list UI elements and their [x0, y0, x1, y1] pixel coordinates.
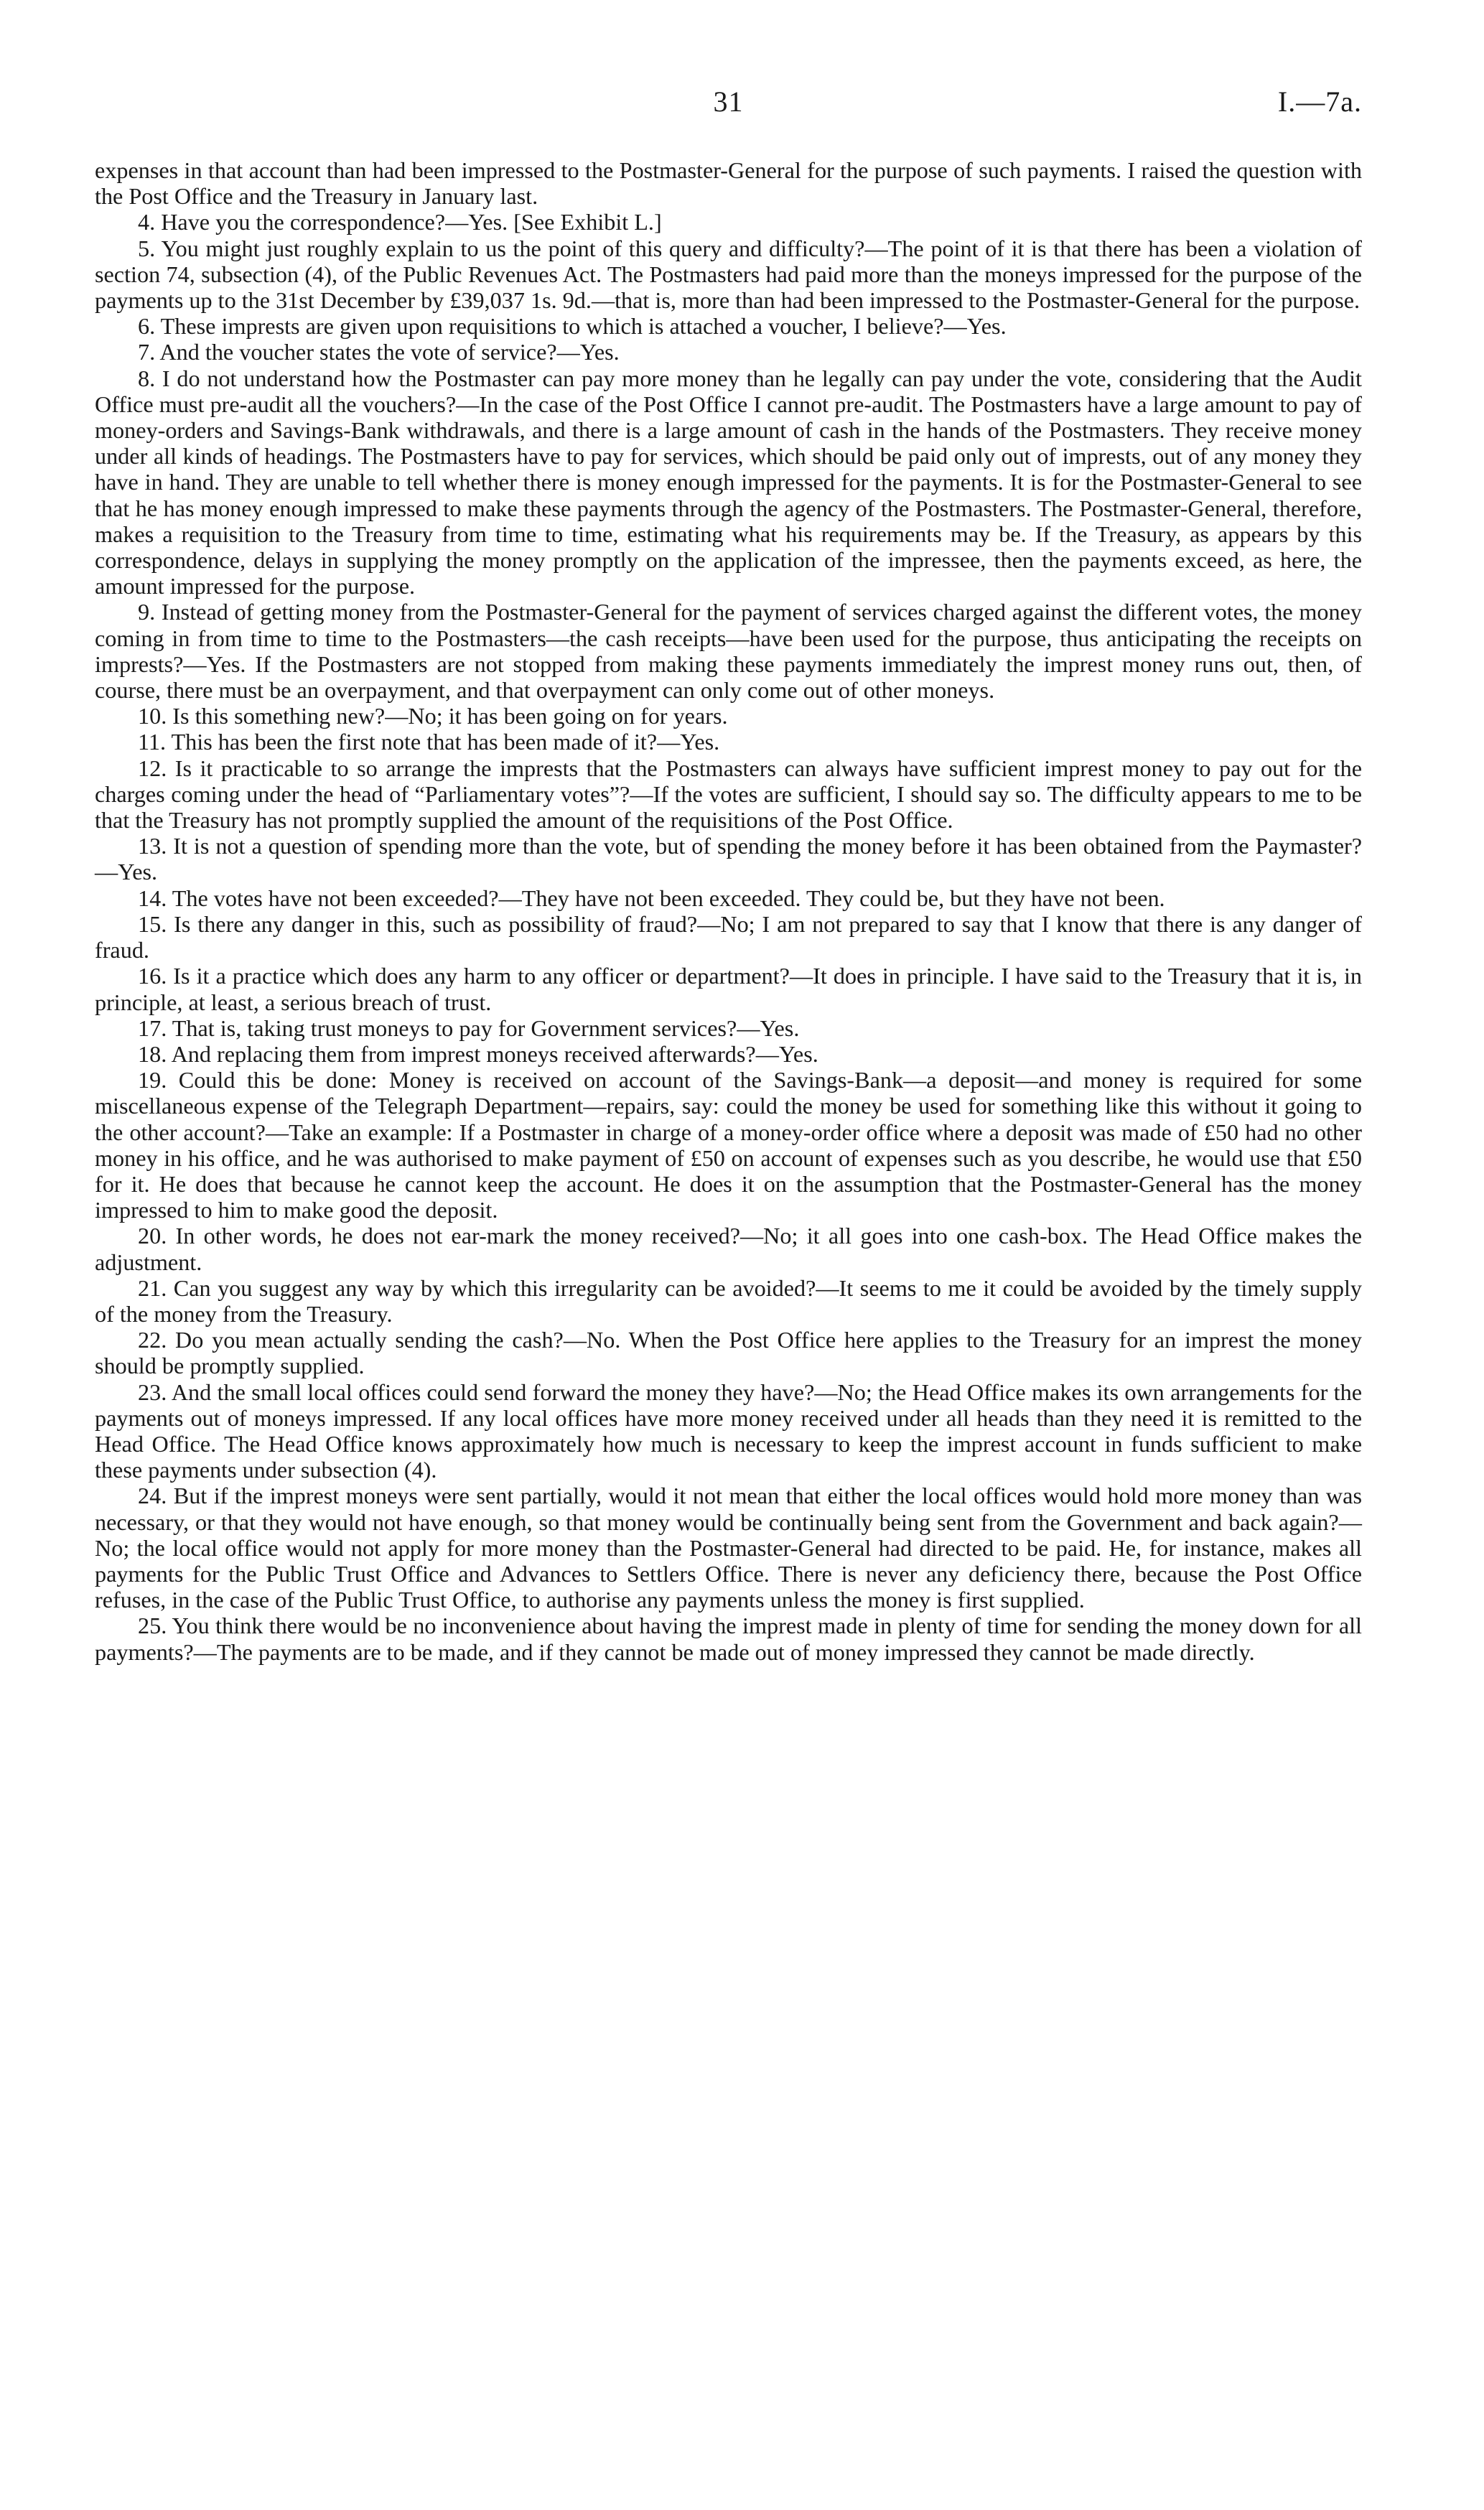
- paragraph-q18: 18. And replacing them from imprest moneys received afterwards?—Yes.: [138, 1040, 818, 1067]
- paragraph-q4: 4. Have you the correspondence?—Yes. [See Exhibit L.]: [138, 209, 662, 235]
- paragraph-q15: 15. Is there any danger in this, such as possibility of fraud?—No; I am not prepared to say that I know that there is any danger of fraud.: [95, 910, 1362, 964]
- paragraph-q8: 8. I do not understand how the Postmaster can pay more money than he legally can pay under the vote, considering that the Audit Office must pre-audit all the vouchers?—In the case of the Post Office I cannot pre-audit. The Postmasters have a large amount to pay of money-orders and Savings-Bank withdrawals, and there is a large amount of cash in the hands of the Postmasters. They receive money under all kinds of headings. The Postmasters have to pay for services, which should be paid only out of imprests, out of any money they have in hand. They are unable to tell whether there is money enough impressed for the payments. It is for the Postmaster-General to see that he has money enough impressed to make these payments through the agency of the Postmasters. The Postmaster-General, therefore, makes a requisition to the Treasury from time to time, estimating what his requirements may be. If the Treasury, as appears by this correspondence, delays in supplying the money promptly on the application of the impressee, then the payments exceed, as here, the amount impressed for the purpose.: [95, 365, 1362, 599]
- document-body: [95, 157, 1362, 1665]
- paragraph-q16: 16. Is it a practice which does any harm to any officer or department?—It does in principle. I have said to the Treasury that it is, in principle, at least, a serious breach of trust.: [95, 963, 1362, 1015]
- paragraph-q19: 19. Could this be done: Money is received on account of the Savings-Bank—a deposit—and money is required for some miscellaneous expense of the Telegraph Department—repairs, say: could the money be used for something like this without it going to the other account?—Take an example: If a Postmaster in charge of a money-order office where a deposit was made of £50 had no other money in his office, and he was authorised to make payment of £50 on account of expenses such as you describe, he would use that £50 for it. He does that because he cannot keep the account. He does it on the assumption that the Postmaster-General has the money impressed to him to make good the deposit.: [95, 1067, 1362, 1223]
- paragraph-q20: 20. In other words, he does not ear-mark the money received?—No; it all goes into one cash-box. The Head Office makes the adjustment.: [95, 1223, 1362, 1275]
- paragraph-q25: 25. You think there would be no inconvenience about having the imprest made in plenty of time for sending the money down for all payments?—The payments are to be made, and if they cannot be made out of money impressed they cannot be made directly.: [95, 1613, 1362, 1665]
- document-reference: I.—7a.: [1277, 85, 1362, 118]
- paragraph-q12: 12. Is it practicable to so arrange the imprests that the Postmasters can always have sufficient imprest money to pay out for the charges coming under the head of “Parliamentary votes”?—If the votes are sufficient, I should say so. The difficulty appears to me to be that the Treasury has not promptly supplied the amount of the requisitions of the Post Office.: [95, 755, 1362, 834]
- paragraph-q14: 14. The votes have not been exceeded?—They have not been exceeded. They could be, but they have not been.: [138, 885, 1165, 911]
- paragraph-q13: 13. It is not a question of spending more than the vote, but of spending the money before it has been obtained from the Paymaster?—Yes.: [95, 833, 1362, 885]
- paragraph-continuation: expenses in that account than had been impressed to the Postmaster-General for the purpose of such payments. I raised the question with the Post Office and the Treasury in January last.: [95, 157, 1362, 210]
- paragraph-q10: 10. Is this something new?—No; it has been going on for years.: [138, 703, 728, 729]
- page-number: 31: [713, 85, 744, 118]
- paragraph-q17: 17. That is, taking trust moneys to pay for Government services?—Yes.: [138, 1014, 800, 1041]
- paragraph-q22: 22. Do you mean actually sending the cash?—No. When the Post Office here applies to the Treasury for an imprest the money should be promptly supplied.: [95, 1327, 1362, 1379]
- page-header: [95, 85, 1362, 128]
- paragraph-q11: 11. This has been the first note that has been made of it?—Yes.: [138, 729, 720, 755]
- paragraph-q9: 9. Instead of getting money from the Postmaster-General for the payment of services charged against the different votes, the money coming in from time to time to the Postmasters—the cash receipts—have been used for the purpose, thus anticipating the receipts on imprests?—Yes. If the Postmasters are not stopped from making these payments immediately the imprest money runs out, then, of course, there must be an overpayment, and that overpayment can only come out of other moneys.: [95, 599, 1362, 704]
- paragraph-q7: 7. And the voucher states the vote of service?—Yes.: [138, 339, 620, 365]
- paragraph-q21: 21. Can you suggest any way by which this irregularity can be avoided?—It seems to me it could be avoided by the timely supply of the money from the Treasury.: [95, 1274, 1362, 1327]
- paragraph-q24: 24. But if the imprest moneys were sent partially, would it not mean that either the local offices would hold more money than was necessary, or that they would not have enough, so that money would be continually being sent from the Government and back again?—No; the local office would not apply for more money than the Postmaster-General had directed to be paid. He, for instance, makes all payments for the Public Trust Office and Advances to Settlers Office. There is never any deficiency there, because the Post Office refuses, in the case of the Public Trust Office, to authorise any payments unless the money is first supplied.: [95, 1483, 1362, 1613]
- paragraph-q6: 6. These imprests are given upon requisitions to which is attached a voucher, I believe?—Yes.: [138, 313, 1007, 340]
- paragraph-q5: 5. You might just roughly explain to us the point of this query and difficulty?—The point of it is that there has been a violation of section 74, subsection (4), of the Public Revenues Act. The Postmasters had paid more than the moneys impressed for the purpose of the payments up to the 31st December by £39,037 1s. 9d.—that is, more than had been impressed to the Postmaster-General for the purpose.: [95, 235, 1362, 314]
- paragraph-q23: 23. And the small local offices could send forward the money they have?—No; the Head Office makes its own arrangements for the payments out of moneys impressed. If any local offices have more money received under all heads than they need it is remitted to the Head Office. The Head Office knows approximately how much is necessary to keep the imprest account in funds sufficient to make these payments under subsection (4).: [95, 1378, 1362, 1483]
